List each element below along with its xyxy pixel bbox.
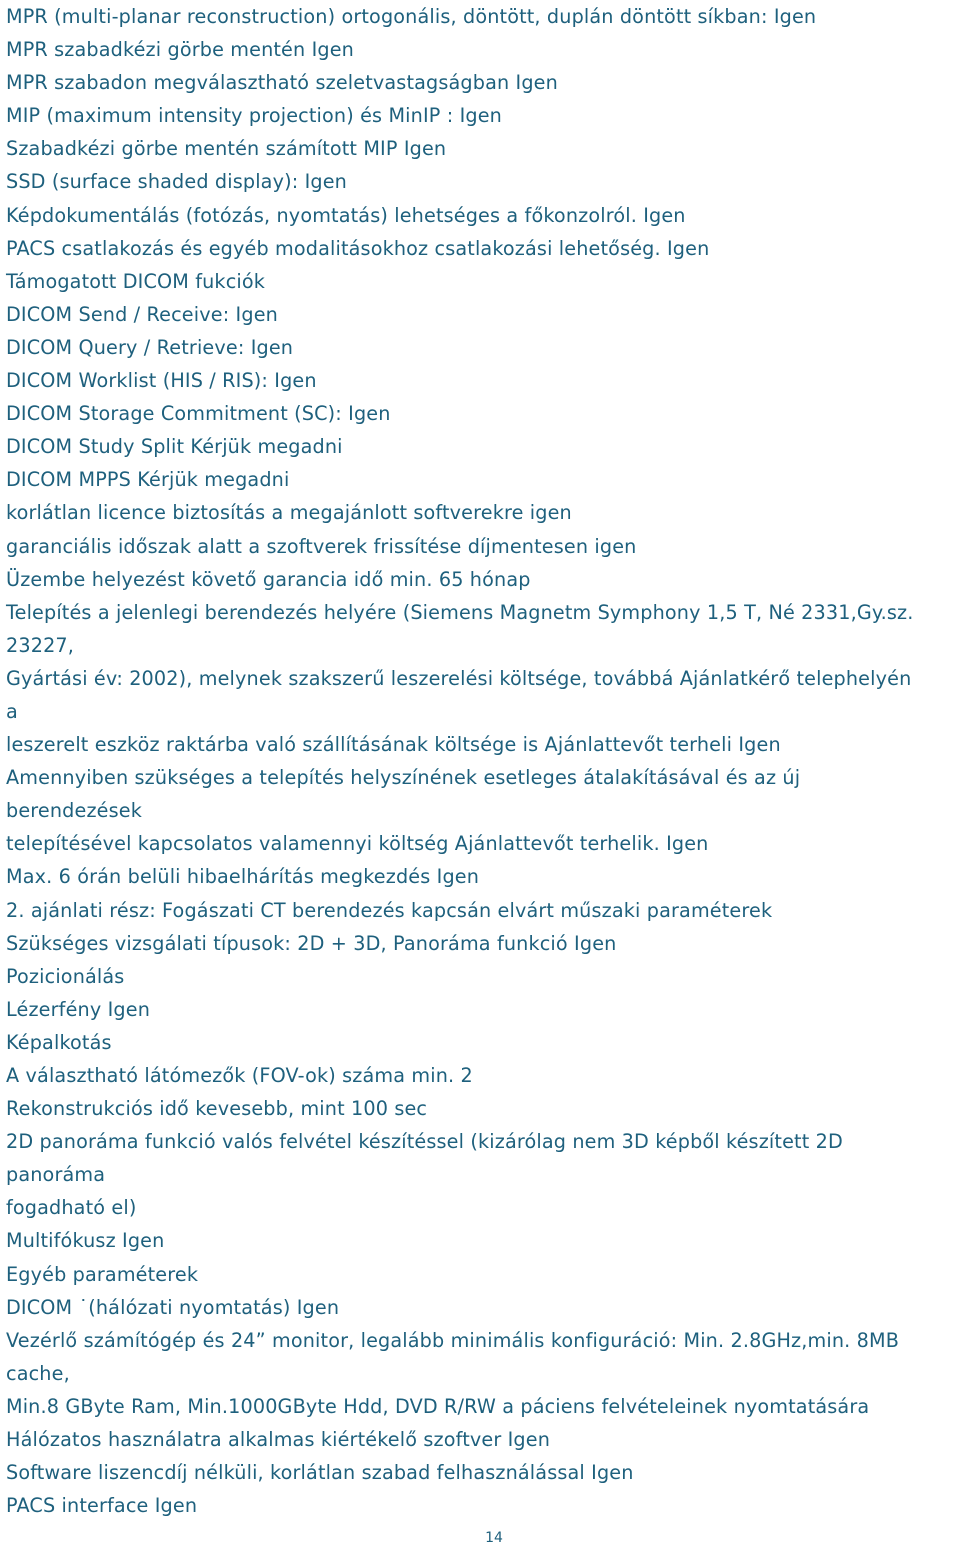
text-line: DICOM Worklist (HIS / RIS): Igen bbox=[6, 369, 317, 393]
text-line: DICOM Query / Retrieve: Igen bbox=[6, 335, 294, 359]
text-line: korlátlan licence biztosítás a megajánlott softverekre igen bbox=[6, 501, 572, 525]
text-line: Üzembe helyezést követő garancia idő min. 65 hónap bbox=[6, 567, 531, 591]
text-line: Min.8 GByte Ram, Min.1000GByte Hdd, DVD R/RW a páciens felvételeinek nyomtatására bbox=[6, 1394, 870, 1418]
text-line: PACS csatlakozás és egyéb modalitásokhoz csatlakozási lehetőség. Igen bbox=[6, 236, 710, 260]
section-heading: Támogatott DICOM fukciók bbox=[6, 269, 266, 293]
text-line: Amennyiben szükséges a telepítés helyszínének esetleges átalakításával és az új bbox=[6, 766, 801, 790]
text-line: cache, bbox=[6, 1361, 70, 1385]
text-line: A választható látómezők (FOV-ok) száma min. 2 bbox=[6, 1064, 473, 1087]
subsection-heading: Pozicionálás bbox=[6, 964, 125, 988]
text-line: Vezérlő számítógép és 24” monitor, legalább minimális konfiguráció: Min. 2.8GHz,min. 8MB bbox=[6, 1328, 900, 1352]
text-line: panoráma bbox=[6, 1163, 106, 1187]
text-line: DICOM Storage Commitment (SC): Igen bbox=[6, 402, 391, 426]
page-number: 14 bbox=[485, 1530, 503, 1546]
subsection-heading: Egyéb paraméterek bbox=[6, 1262, 199, 1286]
text-line: Hálózatos használatra alkalmas kiértékelő szoftver Igen bbox=[6, 1428, 551, 1452]
text-line: garanciális időszak alatt a szoftverek frissítése díjmentesen igen bbox=[6, 534, 637, 558]
document-body bbox=[6, 0, 958, 1522]
text-line: DICOM Send / Receive: Igen bbox=[6, 302, 278, 326]
text-line: DICOM MPPS Kérjük megadni bbox=[6, 468, 290, 492]
text-line: Képdokumentálás (fotózás, nyomtatás) lehetséges a főkonzolról. Igen bbox=[6, 203, 686, 227]
text-line: Rekonstrukciós idő kevesebb, mint 100 sec bbox=[6, 1097, 428, 1121]
text-line: Telepítés a jelenlegi berendezés helyére (Siemens Magnetm Symphony 1,5 T, Né 2331,Gy.sz. bbox=[6, 600, 914, 624]
text-line: MIP (maximum intensity projection) és MinIP : Igen bbox=[6, 104, 502, 128]
text-line: SSD (surface shaded display): Igen bbox=[6, 170, 347, 194]
text-line: 23227, bbox=[6, 633, 75, 657]
text-line: MPR szabadon megválasztható szeletvastagságban Igen bbox=[6, 71, 558, 95]
text-line: Software liszencdíj nélküli, korlátlan szabad felhasználással Igen bbox=[6, 1461, 634, 1485]
text-line: fogadható el) bbox=[6, 1196, 137, 1220]
text-line: Szabadkézi görbe mentén számított MIP Igen bbox=[6, 137, 447, 161]
text-line: telepítésével kapcsolatos valamennyi költség Ajánlattevőt terhelik. Igen bbox=[6, 832, 709, 856]
text-line: Max. 6 órán belüli hibaelhárítás megkezdés Igen bbox=[6, 865, 480, 889]
text-line: Lézerfény Igen bbox=[6, 997, 151, 1021]
text-line: PACS interface Igen bbox=[6, 1494, 198, 1518]
text-line: Multifókusz Igen bbox=[6, 1229, 165, 1253]
text-line: MPR szabadkézi görbe mentén Igen bbox=[6, 38, 354, 62]
section-heading: 2. ajánlati rész: Fogászati CT berendezés kapcsán elvárt műszaki paraméterek bbox=[6, 898, 773, 922]
subsection-heading: Képalkotás bbox=[6, 1030, 112, 1054]
text-line: leszerelt eszköz raktárba való szállításának költsége is Ajánlattevőt terheli Igen bbox=[6, 733, 781, 757]
text-line: Szükséges vizsgálati típusok: 2D + 3D, Panoráma funkció Igen bbox=[6, 931, 617, 955]
text-line: MPR (multi-planar reconstruction) ortogonális, döntött, duplán döntött síkban: Igen bbox=[6, 5, 817, 28]
text-line: a bbox=[6, 699, 18, 723]
text-line: DICOM ˙(hálózati nyomtatás) Igen bbox=[6, 1295, 340, 1319]
text-line: berendezések bbox=[6, 799, 142, 823]
text-line: DICOM Study Split Kérjük megadni bbox=[6, 435, 343, 459]
text-line: Gyártási év: 2002), melynek szakszerű leszerelési költsége, továbbá Ajánlatkérő telephelyén bbox=[6, 666, 912, 690]
text-line: 2D panoráma funkció valós felvétel készítéssel (kizárólag nem 3D képből készített 2D bbox=[6, 1130, 843, 1154]
